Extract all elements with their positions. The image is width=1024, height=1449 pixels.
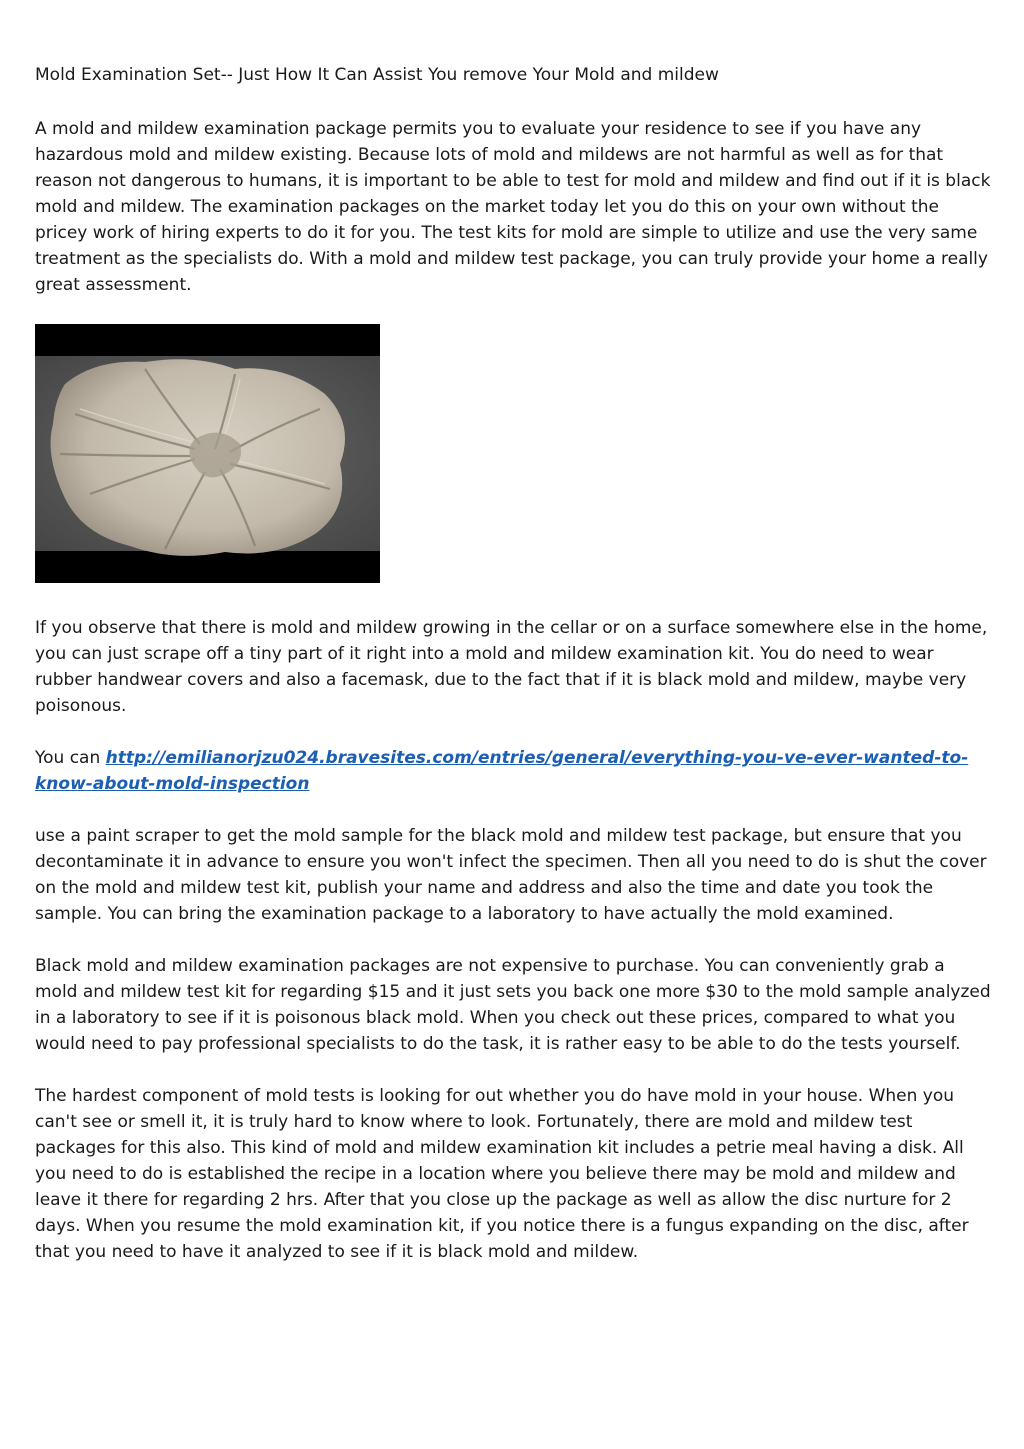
document-page	[35, 62, 991, 1291]
paragraph-observe: If you observe that there is mold and mildew growing in the cellar or on a surface somewhere else in the home, you can just scrape off a tiny part of it right into a mold and mildew examination kit. You do need to wear rubber handwear covers and also a facemask, due to the fact that if it is black mold and mildew, maybe very poisonous.	[35, 618, 988, 716]
paragraph-cost: Black mold and mildew examination packages are not expensive to purchase. You can conveniently grab a mold and mildew test kit for regarding $15 and it just sets you back one more $30 to the mold sample analyzed in a laboratory to see if it is poisonous black mold. When you check out these prices, compared to what you would need to pay professional specialists to do the task, it is rather easy to be able to do the tests yourself.	[35, 956, 991, 1054]
paragraph-hardest: The hardest component of mold tests is looking for out whether you do have mold in your house. When you can't see or smell it, it is truly hard to know where to look. Fortunately, there are mold and mildew test packages for this also. This kind of mold and mildew examination kit includes a petrie meal having a disk. All you need to do is established the recipe in a location where you believe there may be mold and mildew and leave it there for regarding 2 hrs. After that you close up the package as well as allow the disc nurture for 2 days. When you resume the mold examination kit, if you notice there is a fungus expanding on the disc, after that you need to have it analyzed to see if it is black mold and mildew.	[35, 1086, 969, 1262]
article-link[interactable]: http://emilianorjzu024.bravesites.com/entries/general/everything-you-ve-ever-wanted-to-know-about-mold-inspection	[35, 748, 969, 794]
paragraph-scraper: use a paint scraper to get the mold sample for the black mold and mildew test package, but ensure that you decontaminate it in advance to ensure you won't infect the specimen. Then all you need to do is shut the cover on the mold and mildew test kit, publish your name and address and also the time and date you took the sample. You can bring the examination package to a laboratory to have actually the mold examined.	[35, 826, 987, 924]
link-prefix: You can	[35, 748, 106, 768]
document-title: Mold Examination Set-- Just How It Can Assist You remove Your Mold and mildew	[35, 65, 719, 85]
link-paragraph	[35, 745, 991, 797]
mold-sample-illustration	[35, 324, 380, 583]
mold-sample-image	[35, 324, 380, 583]
paragraph-intro: A mold and mildew examination package permits you to evaluate your residence to see if you have any hazardous mold and mildew existing. Because lots of mold and mildews are not harmful as well as for that reason not dangerous to humans, it is important to be able to test for mold and mildew and find out if it is black mold and mildew. The examination packages on the market today let you do this on your own without the pricey work of hiring experts to do it for you. The test kits for mold are simple to utilize and use the very same treatment as the specialists do. With a mold and mildew test package, you can truly provide your home a really great assessment.	[35, 119, 991, 295]
